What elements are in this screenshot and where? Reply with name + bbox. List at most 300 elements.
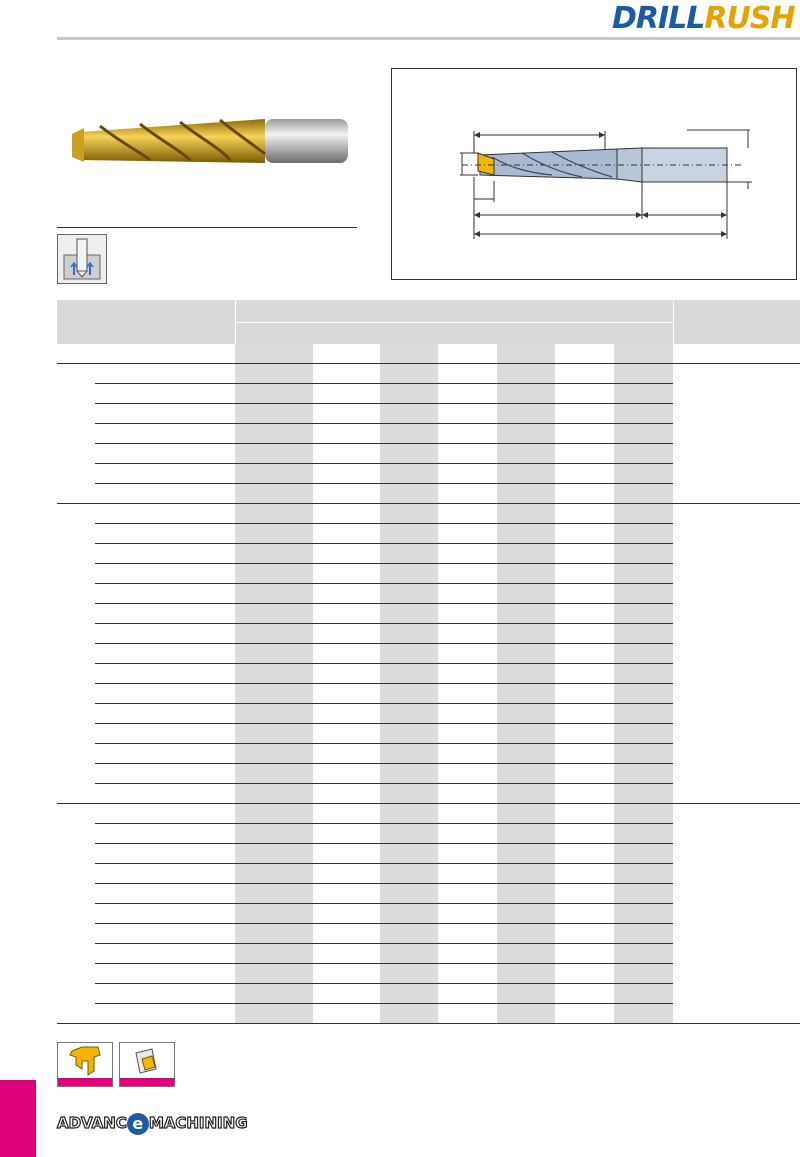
row-indent [57,724,95,744]
dimension-cell [313,744,380,764]
dimension-cell [497,644,555,664]
dimension-cell [497,724,555,744]
table-row [57,564,800,584]
dimension-cell [313,964,380,984]
row-indent [57,544,95,564]
dimension-cell [614,624,673,644]
dimension-cell [555,604,614,624]
dimension-cell [497,664,555,684]
dimension-cell [313,604,380,624]
dimension-cell [497,804,555,824]
dimension-cell [235,684,313,704]
dimension-cell [235,764,313,784]
item-code-cell [95,784,235,804]
dimension-cell [497,904,555,924]
shank-cell [673,784,800,804]
dimension-cell [313,764,380,784]
header-cell-units [235,322,673,344]
item-code-cell [95,924,235,944]
dimension-diagram [391,68,797,280]
dimension-cell [614,684,673,704]
row-indent [57,444,95,464]
dimension-cell [235,704,313,724]
logo-rush-text: RUSH [704,1,795,36]
item-code-cell [95,464,235,484]
dimension-cell [438,904,497,924]
table-row [57,724,800,744]
dimension-cell [380,364,438,384]
dimension-cell [438,604,497,624]
dimension-cell [313,704,380,724]
dimension-cell [235,444,313,464]
row-indent [57,924,95,944]
dimension-cell [614,584,673,604]
dimension-cell [497,824,555,844]
dimension-cell [555,344,614,364]
item-code-cell [95,824,235,844]
shank-cell [673,544,800,564]
item-code-cell [95,624,235,644]
dimension-cell [555,524,614,544]
dimension-cell [235,904,313,924]
row-indent [57,964,95,984]
dimension-cell [313,504,380,524]
dimension-cell [438,504,497,524]
item-code-cell [95,504,235,524]
logo-e-mark: e [127,1113,149,1135]
dimension-cell [235,984,313,1004]
shank-cell [673,604,800,624]
row-indent [57,564,95,584]
dimension-cell [380,844,438,864]
shank-cell [673,884,800,904]
header-cell-dimensions [235,300,673,322]
shank-cell [673,764,800,784]
dimension-cell [438,544,497,564]
table-row [57,964,800,984]
row-indent [57,404,95,424]
shank-cell [673,404,800,424]
dimension-cell [614,844,673,864]
dimension-cell [313,384,380,404]
table-row [57,864,800,884]
table-row [57,804,800,824]
dimension-cell [235,644,313,664]
table-row [57,844,800,864]
dimension-cell [614,1004,673,1024]
shank-cell [673,744,800,764]
dimension-cell [313,464,380,484]
dimension-cell [438,664,497,684]
dimension-cell [614,884,673,904]
dimension-cell [438,724,497,744]
dimension-cell [614,924,673,944]
dimension-cell [380,924,438,944]
dimension-cell [313,524,380,544]
shank-cell [673,364,800,384]
dimension-cell [497,864,555,884]
dimension-cell [235,664,313,684]
shank-cell [673,684,800,704]
dimension-cell [614,344,673,364]
dimension-cell [555,724,614,744]
dimension-cell [380,724,438,744]
dimension-cell [438,944,497,964]
row-indent [57,584,95,604]
table-row [57,344,800,364]
dimension-cell [313,864,380,884]
shank-cell [673,804,800,824]
dimension-cell [555,924,614,944]
item-code-cell [95,884,235,904]
dimension-cell [614,784,673,804]
row-indent [57,664,95,684]
shank-cell [673,644,800,664]
dimension-cell [614,424,673,444]
dimension-cell [555,744,614,764]
dimension-cell [614,824,673,844]
product-photo [60,102,360,202]
item-code-cell [95,964,235,984]
shank-cell [673,424,800,444]
dimension-cell [235,864,313,884]
row-indent [57,804,95,824]
dimension-cell [497,424,555,444]
dimension-cell [313,724,380,744]
badge-accent [58,1078,112,1086]
dimension-cell [555,644,614,664]
shank-cell [673,824,800,844]
table-row [57,444,800,464]
dimension-cell [380,884,438,904]
dimension-cell [313,424,380,444]
row-indent [57,464,95,484]
table-row [57,684,800,704]
dimension-cell [313,784,380,804]
dimension-cell [380,764,438,784]
row-indent [57,704,95,724]
dimension-cell [438,564,497,584]
dimension-cell [438,364,497,384]
row-indent [57,624,95,644]
row-indent [57,784,95,804]
table-row [57,604,800,624]
item-code-cell [95,364,235,384]
dimension-cell [614,444,673,464]
row-indent [57,604,95,624]
shank-cell [673,864,800,884]
dimension-cell [614,724,673,744]
dimension-cell [497,364,555,384]
row-indent [57,844,95,864]
dimension-cell [614,504,673,524]
dimension-cell [380,484,438,504]
dimension-cell [438,444,497,464]
dimension-cell [497,984,555,1004]
dimension-cell [614,404,673,424]
dimension-cell [614,604,673,624]
table-row [57,364,800,384]
table-row [57,624,800,644]
dimension-cell [313,664,380,684]
row-indent [57,764,95,784]
logo-left-text: ADVANC [57,1114,127,1132]
dimension-cell [438,464,497,484]
dimension-cell [313,624,380,644]
table-row [57,484,800,504]
dimension-cell [555,564,614,584]
drilling-icon [58,235,106,283]
dimension-cell [235,624,313,644]
row-indent [57,644,95,664]
shank-cell [673,444,800,464]
dimension-cell [313,644,380,664]
shank-cell [673,584,800,604]
row-indent [57,1004,95,1024]
dimension-cell [313,444,380,464]
item-code-cell [95,444,235,464]
table-row [57,784,800,804]
table-row [57,944,800,964]
item-code-cell [95,764,235,784]
dimension-cell [555,584,614,604]
dimension-cell [555,624,614,644]
dimension-cell [497,1004,555,1024]
dimension-cell [235,464,313,484]
dimension-cell [438,844,497,864]
shank-cell [673,964,800,984]
dimension-cell [235,744,313,764]
dimension-cell [380,464,438,484]
dimension-cell [313,824,380,844]
dimension-cell [235,824,313,844]
dimension-cell [313,364,380,384]
item-code-cell [95,484,235,504]
table-row [57,424,800,444]
shank-cell [673,504,800,524]
dimension-cell [497,524,555,544]
dimension-cell [235,964,313,984]
dimension-cell [614,744,673,764]
dimension-cell [313,944,380,964]
dimension-cell [614,904,673,924]
dimension-cell [555,664,614,684]
dimension-cell [313,564,380,584]
dimension-cell [497,464,555,484]
spec-table [57,300,800,1024]
item-code-cell [95,944,235,964]
item-code-cell [95,904,235,924]
dimension-cell [497,604,555,624]
dimension-cell [438,744,497,764]
row-indent [57,524,95,544]
dimension-cell [555,844,614,864]
item-code-cell [95,724,235,744]
dimension-cell [497,704,555,724]
table-row [57,404,800,424]
shank-cell [673,564,800,584]
dimension-cell [313,904,380,924]
table-row [57,464,800,484]
item-code-cell [95,424,235,444]
item-code-cell [95,864,235,884]
shank-cell [673,344,800,364]
shank-cell [673,924,800,944]
dimension-cell [555,984,614,1004]
dimension-cell [555,764,614,784]
dimension-cell [235,884,313,904]
advanc-e-machining-logo [57,1112,248,1135]
dimension-cell [555,484,614,504]
application-icon [57,234,107,284]
dimension-cell [380,524,438,544]
dimension-cell [438,344,497,364]
dimension-cell [380,504,438,524]
dimension-cell [438,404,497,424]
dimension-cell [614,364,673,384]
item-code-cell [95,604,235,624]
dimension-cell [380,604,438,624]
dimension-cell [235,924,313,944]
dimension-cell [438,864,497,884]
dimension-cell [555,1004,614,1024]
dimension-cell [380,544,438,564]
row-indent [57,984,95,1004]
dimension-cell [235,804,313,824]
dimension-cell [614,864,673,884]
shank-cell [673,664,800,684]
grade-icon [120,1043,174,1079]
shank-cell [673,944,800,964]
item-code-cell [95,984,235,1004]
dimension-cell [380,1004,438,1024]
dimension-cell [438,804,497,824]
dimension-cell [235,424,313,444]
dimension-cell [555,424,614,444]
dimension-cell [497,484,555,504]
dimension-cell [438,784,497,804]
dimension-cell [313,984,380,1004]
dimension-cell [614,524,673,544]
shank-cell [673,524,800,544]
dimension-cell [380,864,438,884]
dimension-cell [380,664,438,684]
drill-drawing [392,69,796,279]
dimension-cell [380,584,438,604]
dimension-cell [235,784,313,804]
table-row [57,884,800,904]
insert-badge [57,1042,113,1087]
dimension-cell [497,844,555,864]
row-indent [57,744,95,764]
dimension-cell [497,964,555,984]
row-indent [57,684,95,704]
table-row [57,1004,800,1024]
item-code-cell [95,844,235,864]
row-indent [57,884,95,904]
table-row [57,644,800,664]
table-row [57,704,800,724]
dimension-cell [497,624,555,644]
dimension-cell [497,544,555,564]
dimension-cell [380,704,438,724]
row-indent [57,384,95,404]
shank-cell [673,724,800,744]
item-code-cell [95,664,235,684]
row-indent [57,344,95,364]
shank-cell [673,984,800,1004]
dimension-cell [380,944,438,964]
section-tab [0,1080,36,1157]
dimension-cell [313,804,380,824]
dimension-cell [438,824,497,844]
dimension-cell [313,484,380,504]
dimension-cell [380,644,438,664]
header-cell-shank [673,300,800,344]
shank-cell [673,464,800,484]
dimension-cell [313,404,380,424]
item-code-cell [95,564,235,584]
dimension-cell [555,464,614,484]
item-code-cell [95,1004,235,1024]
logo-drill-text: DRILL [612,1,705,36]
dimension-cell [497,504,555,524]
dimension-cell [555,404,614,424]
header-cell-code [57,300,235,344]
dimension-cell [235,524,313,544]
insert-icon [58,1043,112,1079]
dimension-cell [380,564,438,584]
dimension-cell [235,364,313,384]
dimension-cell [497,784,555,804]
dimension-cell [614,964,673,984]
dimension-cell [438,924,497,944]
dimension-cell [380,964,438,984]
dimension-cell [235,584,313,604]
dimension-cell [555,824,614,844]
dimension-cell [497,344,555,364]
dimension-cell [313,584,380,604]
dimension-cell [235,844,313,864]
row-indent [57,484,95,504]
dimension-cell [614,484,673,504]
logo-right-text: MACHINING [148,1114,248,1132]
drillrush-logo [612,2,795,36]
dimension-cell [380,984,438,1004]
dimension-cell [235,604,313,624]
dimension-cell [555,444,614,464]
table-row [57,744,800,764]
table-row [57,904,800,924]
dimension-cell [380,404,438,424]
dimension-cell [380,624,438,644]
dimension-cell [555,364,614,384]
dimension-cell [380,384,438,404]
table-row [57,384,800,404]
dimension-cell [380,344,438,364]
dimension-cell [235,484,313,504]
row-indent [57,904,95,924]
dimension-cell [614,384,673,404]
dimension-cell [438,704,497,724]
item-code-cell [95,344,235,364]
dimension-cell [497,444,555,464]
dimension-cell [614,944,673,964]
row-indent [57,364,95,384]
item-code-cell [95,644,235,664]
dimension-cell [497,944,555,964]
dimension-cell [497,884,555,904]
